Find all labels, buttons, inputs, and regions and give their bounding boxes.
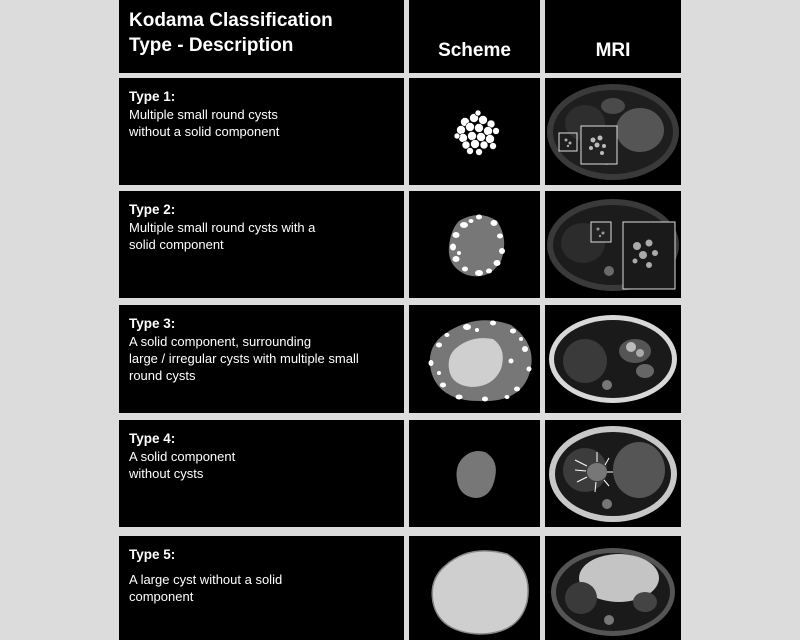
row-5-scheme-cell <box>409 536 540 640</box>
row-1-type-label: Type 1: <box>129 89 176 104</box>
row-5-desc-line: component <box>129 589 194 604</box>
type-2-mri-image <box>545 191 681 298</box>
header-title-line1: Kodama Classification <box>129 10 333 31</box>
row-3-desc-line: large / irregular cysts with multiple small <box>129 351 359 366</box>
type-3-mri-image <box>545 305 681 413</box>
row-3-desc-line: round cysts <box>129 368 196 383</box>
row-3-type-label: Type 3: <box>129 316 176 331</box>
row-4-type-label: Type 4: <box>129 431 176 446</box>
row-1-mri-cell <box>545 78 681 185</box>
row-2-description-cell <box>119 191 404 298</box>
header-mri-cell <box>545 0 681 73</box>
type-4-scheme-diagram <box>409 420 540 527</box>
header-mri-label: MRI <box>595 40 631 61</box>
row-3-scheme-cell <box>409 305 540 413</box>
row-1-scheme-cell <box>409 78 540 185</box>
row-2-desc-line: Multiple small round cysts with a <box>129 220 316 235</box>
row-2-mri-cell <box>545 191 681 298</box>
type-5-scheme-diagram <box>409 536 540 640</box>
row-3-description-cell <box>119 305 404 413</box>
header-title-line2: Type - Description <box>129 35 294 56</box>
header-title-cell <box>119 0 404 73</box>
header-scheme-cell <box>409 0 540 73</box>
row-4-scheme-cell <box>409 420 540 527</box>
header-scheme-label: Scheme <box>438 40 511 61</box>
row-3-desc-line: A solid component, surrounding <box>129 334 312 349</box>
row-4-desc-line: A solid component <box>129 449 236 464</box>
row-2-desc-line: solid component <box>129 237 224 252</box>
header-title <box>119 0 404 58</box>
type-1-scheme-diagram <box>409 78 540 185</box>
type-3-scheme-diagram <box>409 305 540 413</box>
row-5-type-label: Type 5: <box>129 547 176 562</box>
row-3-mri-cell <box>545 305 681 413</box>
row-1-description-cell <box>119 78 404 185</box>
row-2-type-label: Type 2: <box>129 202 176 217</box>
type-2-scheme-diagram <box>409 191 540 298</box>
type-5-mri-image <box>545 536 681 640</box>
row-4-description-cell <box>119 420 404 527</box>
type-1-mri-image <box>545 78 681 185</box>
row-4-mri-cell <box>545 420 681 527</box>
row-5-mri-cell <box>545 536 681 640</box>
row-1-desc-line: Multiple small round cysts <box>129 107 278 122</box>
row-5-desc-line: A large cyst without a solid <box>129 572 283 587</box>
row-1-desc-line: without a solid component <box>129 124 280 139</box>
type-4-mri-image <box>545 420 681 527</box>
row-5-description-cell <box>119 536 404 640</box>
row-4-desc-line: without cysts <box>129 466 204 481</box>
row-2-scheme-cell <box>409 191 540 298</box>
